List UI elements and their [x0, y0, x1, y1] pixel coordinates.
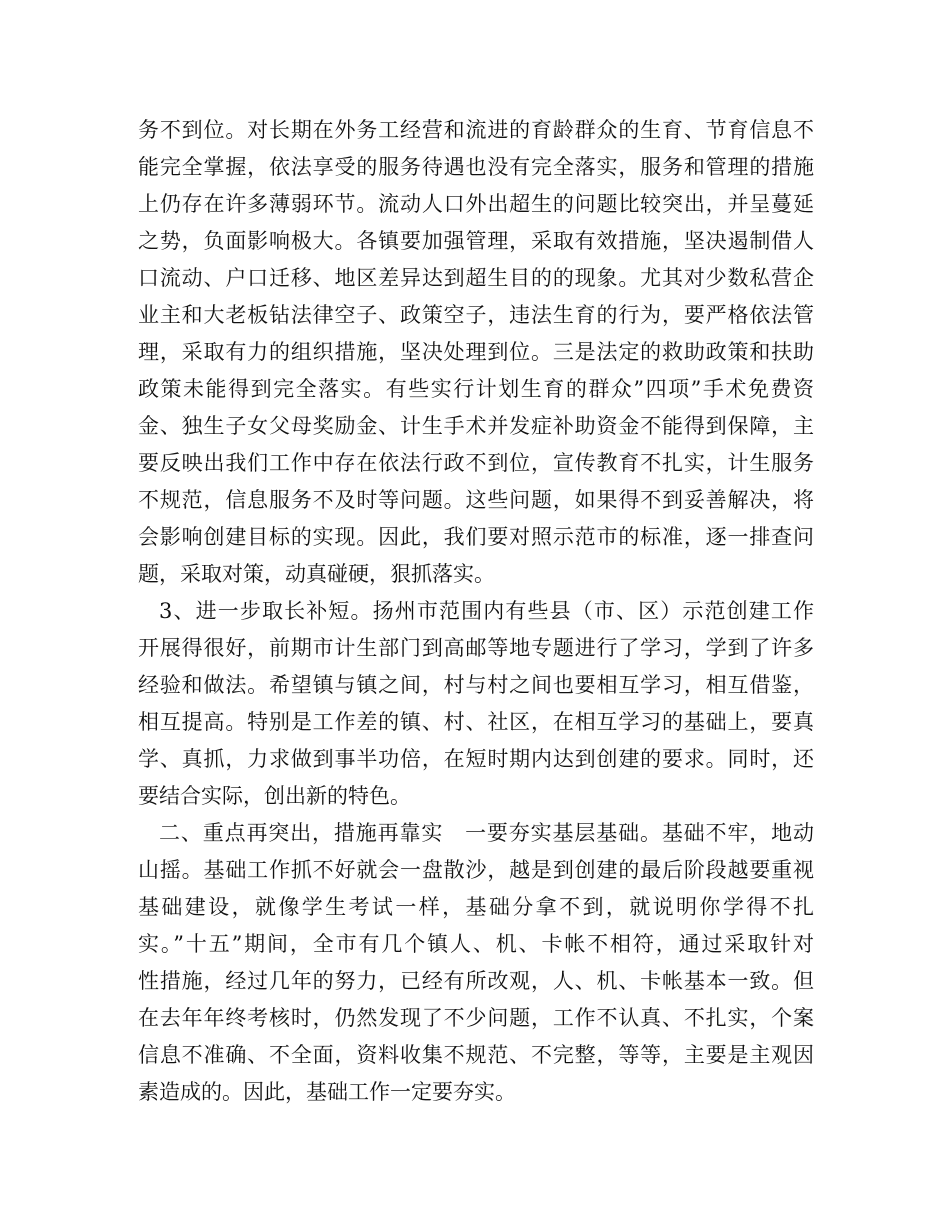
text-line: 3、进一步取长补短。扬州市范围内有些县（市、区）示范创建工作	[159, 599, 814, 623]
text-line: 相互提高。特别是工作差的镇、村、社区，在相互学习的基础上，要真	[138, 710, 814, 734]
text-line: 政策未能得到完全落实。有些实行计划生育的群众”四项”手术免费资	[138, 377, 814, 401]
text-line: 信息不准确、不全面，资料收集不规范、不完整，等等，主要是主观因	[138, 1043, 814, 1067]
text-line: 学、真抓，力求做到事半功倍，在短时期内达到创建的要求。同时，还	[138, 747, 814, 771]
text-line: 二、重点再突出，措施再靠实 一要夯实基层基础。基础不牢，地动	[159, 821, 814, 845]
paragraph-1	[138, 112, 814, 593]
text-line: 上仍存在许多薄弱环节。流动人口外出超生的问题比较突出，并呈蔓延	[138, 192, 814, 216]
text-line: 务不到位。对长期在外务工经营和流进的育龄群众的生育、节育信息不	[138, 118, 814, 142]
text-line: 理，采取有力的组织措施，坚决处理到位。三是法定的救助政策和扶助	[138, 340, 814, 364]
text-line: 不规范，信息服务不及时等问题。这些问题，如果得不到妥善解决，将	[138, 488, 814, 512]
text-line: 山摇。基础工作抓不好就会一盘散沙，越是到创建的最后阶段越要重视	[138, 858, 814, 882]
text-line: 性措施，经过几年的努力，已经有所改观，人、机、卡帐基本一致。但	[138, 969, 814, 993]
text-line: 实。”十五”期间，全市有几个镇人、机、卡帐不相符，通过采取针对	[138, 932, 814, 956]
text-line: 素造成的。因此，基础工作一定要夯实。	[138, 1080, 516, 1104]
text-line: 业主和大老板钻法律空子、政策空子，违法生育的行为，要严格依法管	[138, 303, 814, 327]
text-line: 金、独生子女父母奖励金、计生手术并发症补助资金不能得到保障，主	[138, 414, 814, 438]
text-line: 经验和做法。希望镇与镇之间，村与村之间也要相互学习，相互借鉴，	[138, 673, 814, 697]
text-line: 题，采取对策，动真碰硬，狠抓落实。	[138, 562, 495, 586]
document-body	[138, 112, 814, 1111]
text-line: 要结合实际，创出新的特色。	[138, 784, 411, 808]
text-line: 之势，负面影响极大。各镇要加强管理，采取有效措施，坚决遏制借人	[138, 229, 814, 253]
text-line: 口流动、户口迁移、地区差异达到超生目的的现象。尤其对少数私营企	[138, 266, 814, 290]
paragraph-2	[138, 593, 814, 815]
text-line: 基础建设，就像学生考试一样，基础分拿不到，就说明你学得不扎	[138, 895, 814, 919]
text-line: 开展得很好，前期市计生部门到高邮等地专题进行了学习，学到了许多	[138, 636, 814, 660]
paragraph-3	[138, 815, 814, 1111]
text-line: 能完全掌握，依法享受的服务待遇也没有完全落实，服务和管理的措施	[138, 155, 814, 179]
text-line: 会影响创建目标的实现。因此，我们要对照示范市的标准，逐一排查问	[138, 525, 814, 549]
text-line: 在去年年终考核时，仍然发现了不少问题，工作不认真、不扎实，个案	[138, 1006, 814, 1030]
text-line: 要反映出我们工作中存在依法行政不到位，宣传教育不扎实，计生服务	[138, 451, 814, 475]
